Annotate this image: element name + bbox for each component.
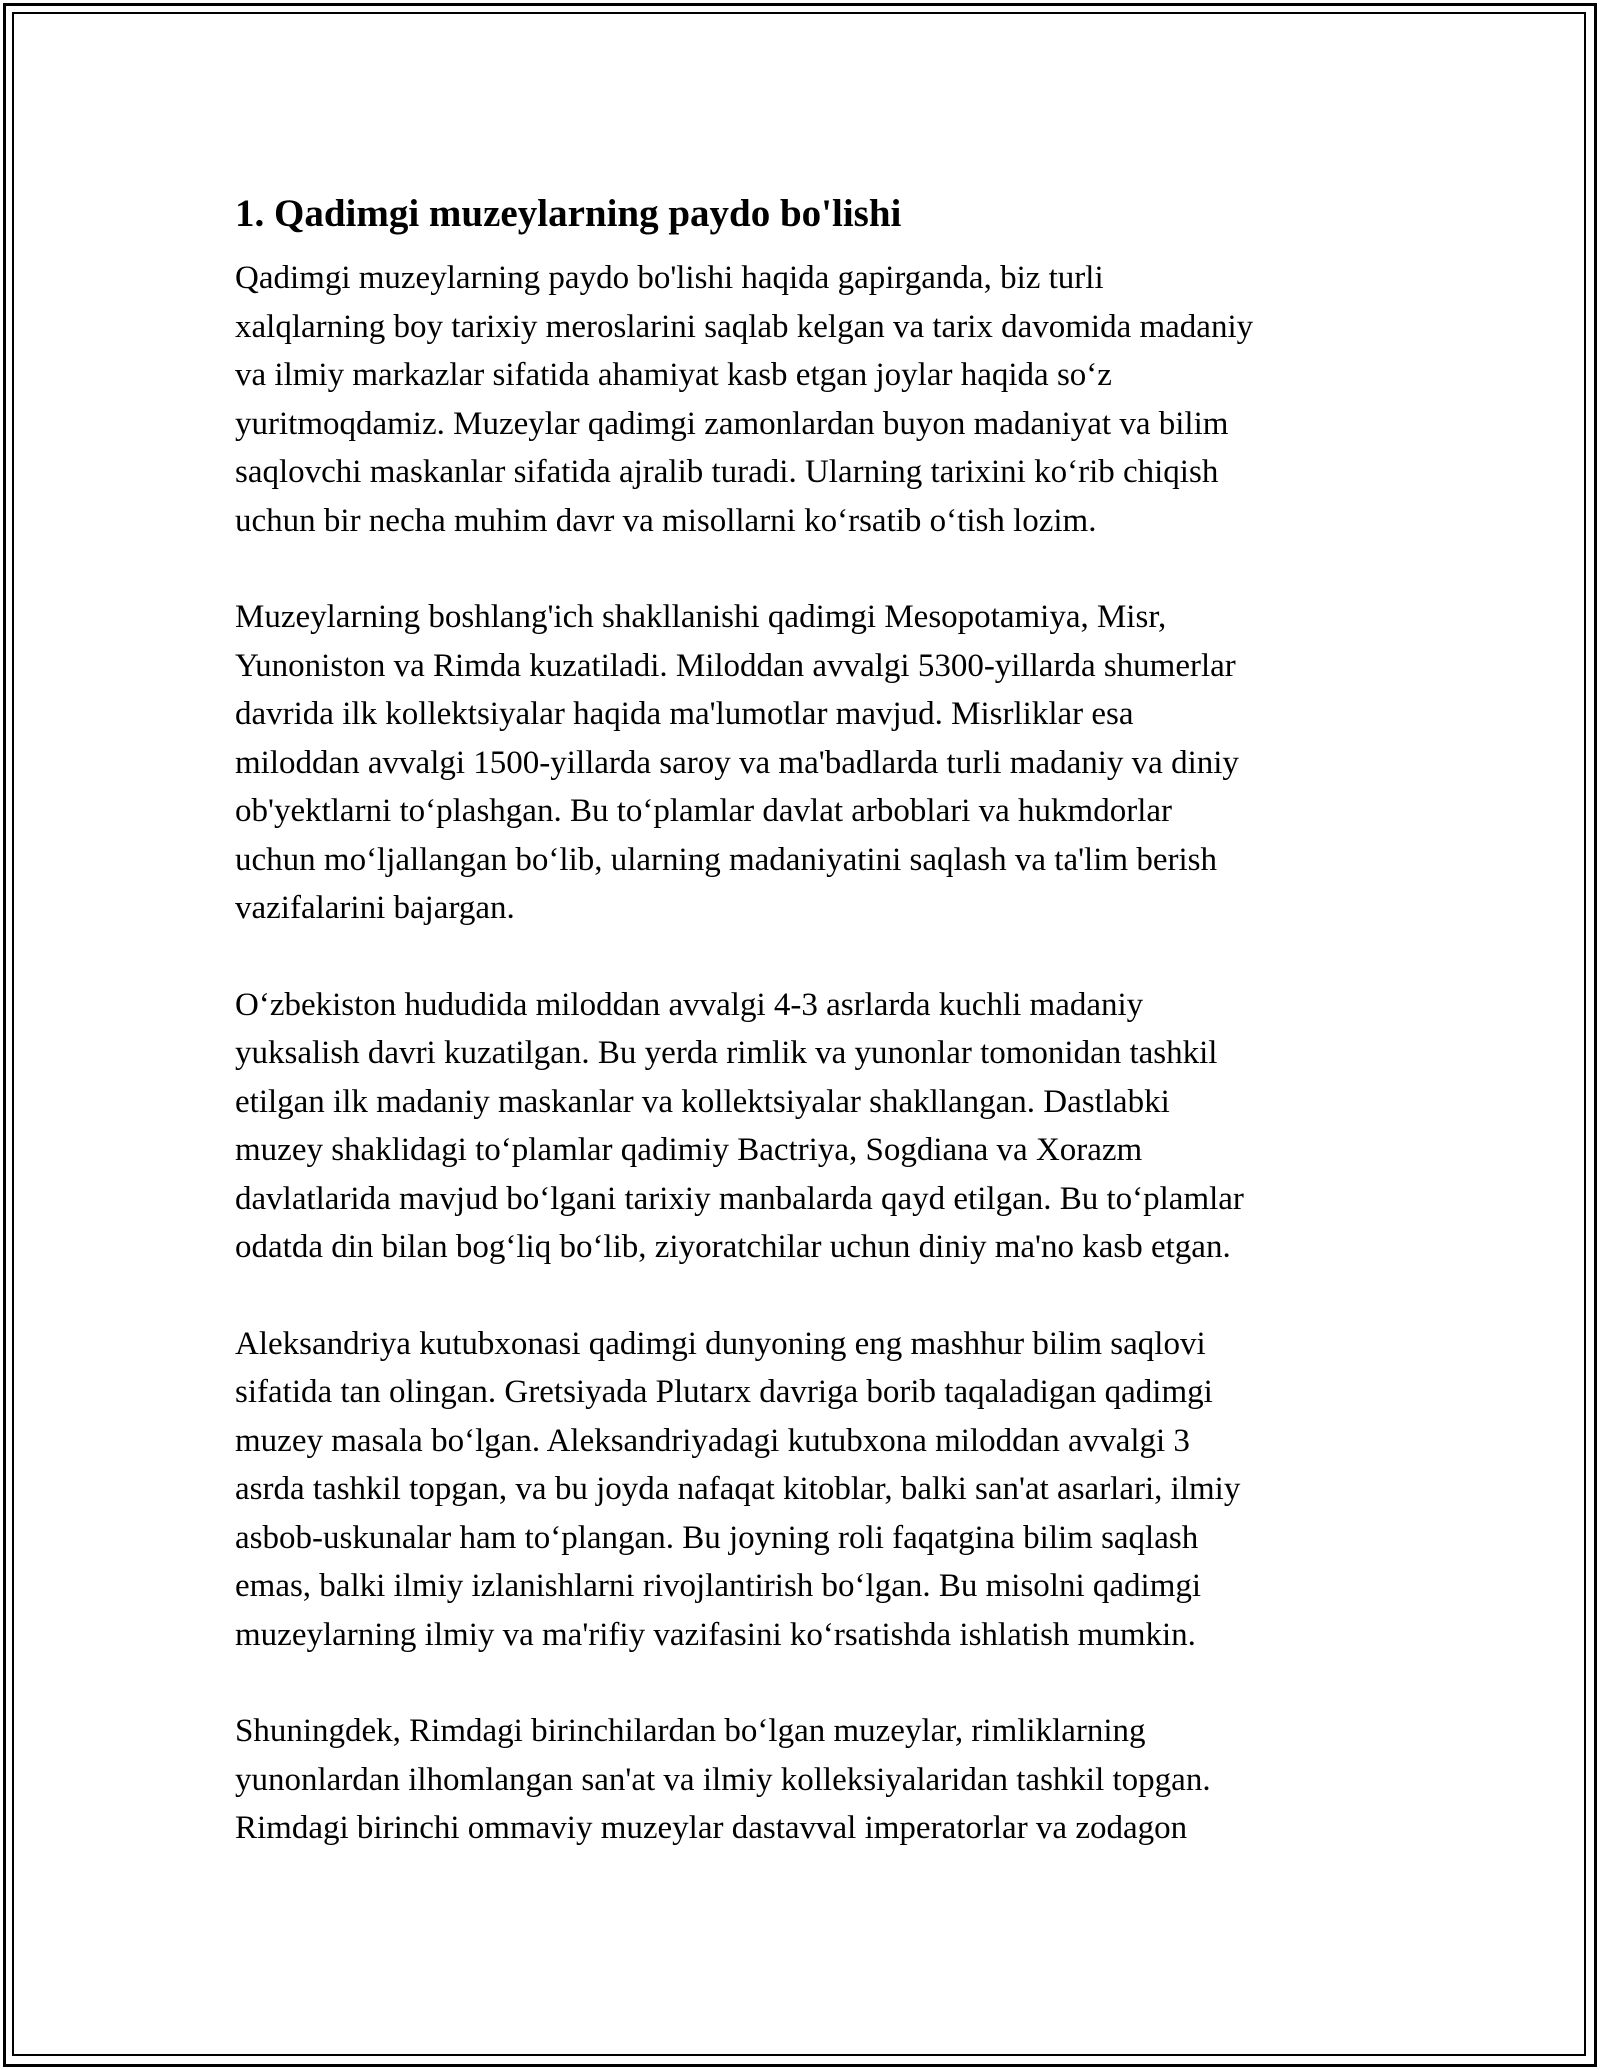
- document-body: [235, 188, 1375, 1901]
- paragraph-line: uchun bir necha muhim davr va misollarni ko‘rsatib o‘tish lozim.: [235, 502, 1097, 539]
- paragraph-line: va ilmiy markazlar sifatida ahamiyat kasb etgan joylar haqida so‘z: [235, 357, 1112, 393]
- paragraph-line: Muzeylarning boshlang'ich shakllanishi qadimgi Mesopotamiya, Misr,: [235, 599, 1167, 635]
- paragraph-5: [235, 1707, 1375, 1853]
- paragraph-4: [235, 1320, 1375, 1660]
- paragraph-line: Yunoniston va Rimda kuzatiladi. Miloddan avvalgi 5300-yillarda shumerlar: [235, 647, 1236, 684]
- paragraph-2: [235, 593, 1375, 933]
- paragraph-line: sifatida tan olingan. Gretsiyada Plutarx davriga borib taqaladigan qadimgi: [235, 1374, 1213, 1410]
- paragraph-line: xalqlarning boy tarixiy meroslarini saqlab kelgan va tarix davomida madaniy: [235, 308, 1254, 345]
- paragraph-line: O‘zbekiston hududida miloddan avvalgi 4-3 asrlarda kuchli madaniy: [235, 986, 1144, 1023]
- section-heading: 1. Qadimgi muzeylarning paydo bo'lishi: [235, 192, 902, 235]
- paragraph-line: muzey shaklidagi to‘plamlar qadimiy Bactriya, Sogdiana va Xorazm: [235, 1132, 1143, 1168]
- paragraph-line: Rimdagi birinchi ommaviy muzeylar dastavval imperatorlar va zodagon: [235, 1810, 1188, 1846]
- paragraph-line: yuksalish davri kuzatilgan. Bu yerda rimlik va yunonlar tomonidan tashkil: [235, 1035, 1218, 1071]
- paragraph-line: Aleksandriya kutubxonasi qadimgi dunyoning eng mashhur bilim saqlovi: [235, 1325, 1206, 1362]
- paragraph-3: [235, 981, 1375, 1272]
- paragraph-line: yuritmoqdamiz. Muzeylar qadimgi zamonlardan buyon madaniyat va bilim: [235, 405, 1229, 442]
- paragraph-line: uchun mo‘ljallangan bo‘lib, ularning madaniyatini saqlash va ta'lim berish: [235, 841, 1217, 878]
- paragraph-line: emas, balki ilmiy izlanishlarni rivojlantirish bo‘lgan. Bu misolni qadimgi: [235, 1568, 1202, 1604]
- paragraph-line: davlatlarida mavjud bo‘lgani tarixiy manbalarda qayd etilgan. Bu to‘plamlar: [235, 1180, 1244, 1217]
- paragraph-line: saqlovchi maskanlar sifatida ajralib turadi. Ularning tarixini ko‘rib chiqish: [235, 454, 1219, 490]
- paragraph-line: Shuningdek, Rimdagi birinchilardan bo‘lgan muzeylar, rimliklarning: [235, 1713, 1146, 1749]
- paragraph-line: asbob-uskunalar ham to‘plangan. Bu joyning roli faqatgina bilim saqlash: [235, 1519, 1199, 1556]
- paragraph-line: Qadimgi muzeylarning paydo bo'lishi haqida gapirganda, biz turli: [235, 260, 1104, 296]
- paragraph-line: yunonlardan ilhomlangan san'at va ilmiy kolleksiyalaridan tashkil topgan.: [235, 1761, 1211, 1798]
- paragraph-line: miloddan avvalgi 1500-yillarda saroy va ma'badlarda turli madaniy va diniy: [235, 744, 1239, 781]
- paragraph-line: ob'yektlarni to‘plashgan. Bu to‘plamlar davlat arboblari va hukmdorlar: [235, 793, 1173, 829]
- paragraph-line: davrida ilk kollektsiyalar haqida ma'lumotlar mavjud. Misrliklar esa: [235, 696, 1134, 732]
- paragraph-line: asrda tashkil topgan, va bu joyda nafaqat kitoblar, balki san'at asarlari, ilmiy: [235, 1471, 1241, 1507]
- paragraph-line: etilgan ilk madaniy maskanlar va kollektsiyalar shakllangan. Dastlabki: [235, 1083, 1170, 1120]
- paragraph-line: odatda din bilan bog‘liq bo‘lib, ziyoratchilar uchun diniy ma'no kasb etgan.: [235, 1229, 1231, 1265]
- paragraph-line: muzeylarning ilmiy va ma'rifiy vazifasini ko‘rsatishda ishlatish mumkin.: [235, 1616, 1196, 1653]
- paragraph-line: muzey masala bo‘lgan. Aleksandriyadagi kutubxona miloddan avvalgi 3: [235, 1422, 1190, 1459]
- paragraph-1: [235, 254, 1375, 545]
- paragraph-line: vazifalarini bajargan.: [235, 890, 515, 926]
